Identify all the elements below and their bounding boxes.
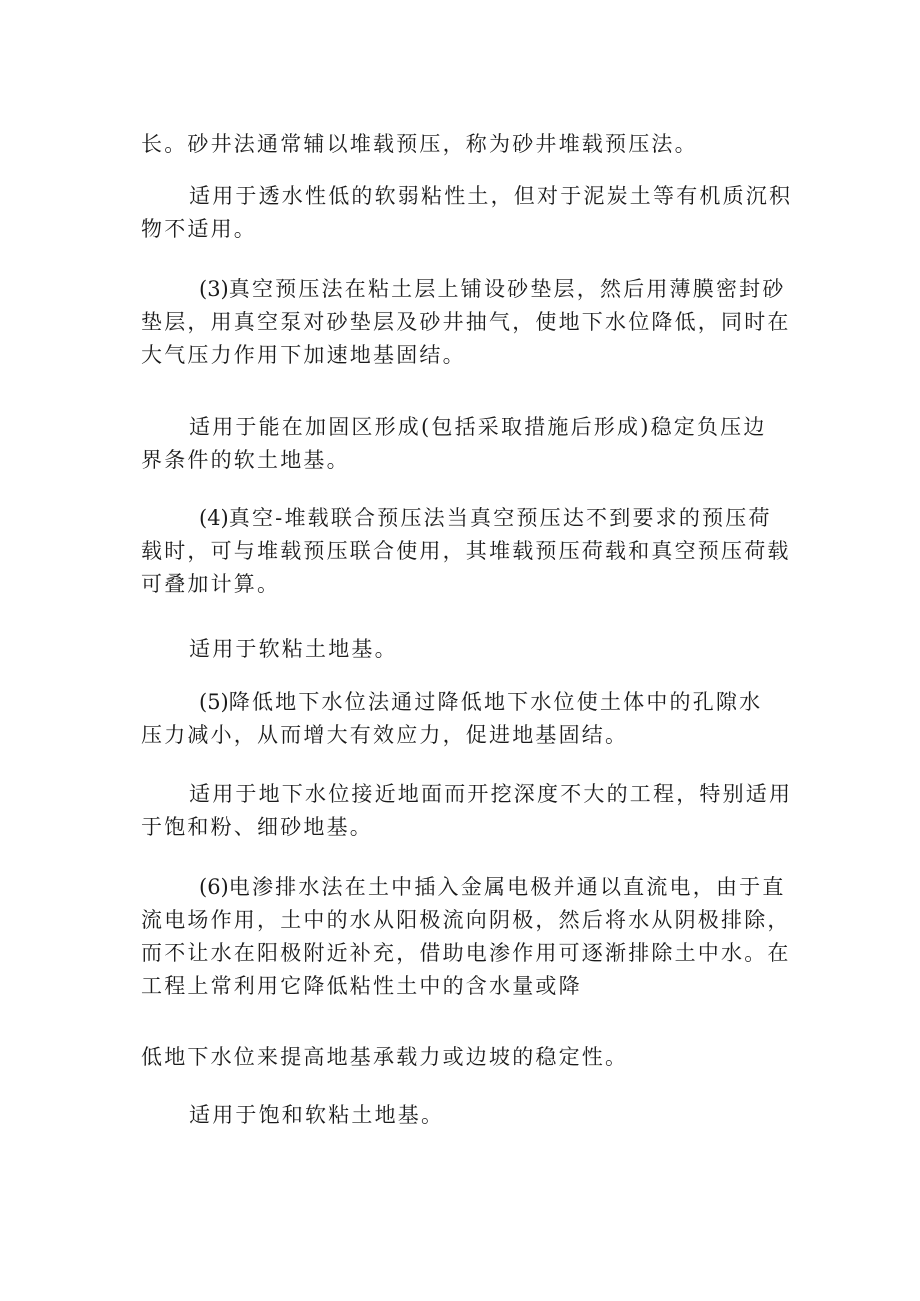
text-line: 适用于饱和软粘土地基。 [189,1103,445,1127]
paragraph-combined-applicability [141,633,791,666]
item-number: (6) [199,875,229,899]
text-line: 流电场作用，土中的水从阳极流向阴极，然后将水从阴极排除， [141,908,791,932]
paragraph-lowering-groundwater [141,686,791,752]
paragraph-vacuum-surcharge-combined [141,502,791,601]
text-line: 适用于地下水位接近地面而开挖深度不大的工程，特别适用 [189,782,793,806]
text-line: 于饱和粉、细砂地基。 [141,815,373,839]
text-line: 垫层，用真空泵对砂垫层及砂井抽气，使地下水位降低，同时在 [141,310,791,334]
paragraph-vacuum-preloading [141,273,791,372]
text-fragment: 降低地下水位法通过降低地下水位使土体中的孔隙水 [228,690,763,714]
paragraph-groundwater-applicability [141,778,791,844]
text-line [141,686,791,719]
text-line: 适用于软粘土地基。 [189,637,398,661]
text-line: 低地下水位来提高地基承载力或边坡的稳定性。 [141,1045,629,1069]
text-line: 大气压力作用下加速地基固结。 [141,343,466,367]
text-line [141,871,791,904]
text-fragment: 真空预压法在粘土层上铺设砂垫层，然后用薄膜密封砂 [228,277,786,301]
text-line: 物不适用。 [141,217,257,241]
item-number: (5) [199,690,229,714]
paragraph-electro-osmosis-applicability [141,1099,791,1132]
paragraph-sand-well-end [141,128,791,161]
item-number: (3) [199,277,229,301]
text-line: 界条件的软土地基。 [141,448,350,472]
text-line: 可叠加计算。 [141,572,281,596]
text-fragment: 电渗排水法在土中插入金属电极并通以直流电，由于直 [228,875,786,899]
paragraph-sand-well-applicability [141,180,791,246]
text-line: 适用于透水性低的软弱粘性土，但对于泥炭土等有机质沉积 [189,184,793,208]
text-fragment: 真空-堆载联合预压法当真空预压达不到要求的预压荷 [228,506,772,530]
text-line: 工程上常利用它降低粘性土中的含水量或降 [141,974,582,998]
text-line: 长。砂井法通常辅以堆载预压，称为砂井堆载预压法。 [141,132,698,156]
text-line [141,502,791,535]
text-line [141,273,791,306]
paragraph-electro-osmosis [141,871,791,1003]
text-line: 而不让水在阳极附近补充，借助电渗作用可逐渐排除土中水。在 [141,941,791,965]
paragraph-vacuum-applicability [141,411,791,477]
text-line: 载时，可与堆载预压联合使用，其堆载预压荷载和真空预压荷载 [141,539,791,563]
paragraph-electro-osmosis-continued [141,1041,791,1074]
text-line: 压力减小，从而增大有效应力，促进地基固结。 [141,723,629,747]
text-line: 适用于能在加固区形成(包括采取措施后形成)稳定负压边 [189,415,767,439]
item-number: (4) [199,506,229,530]
